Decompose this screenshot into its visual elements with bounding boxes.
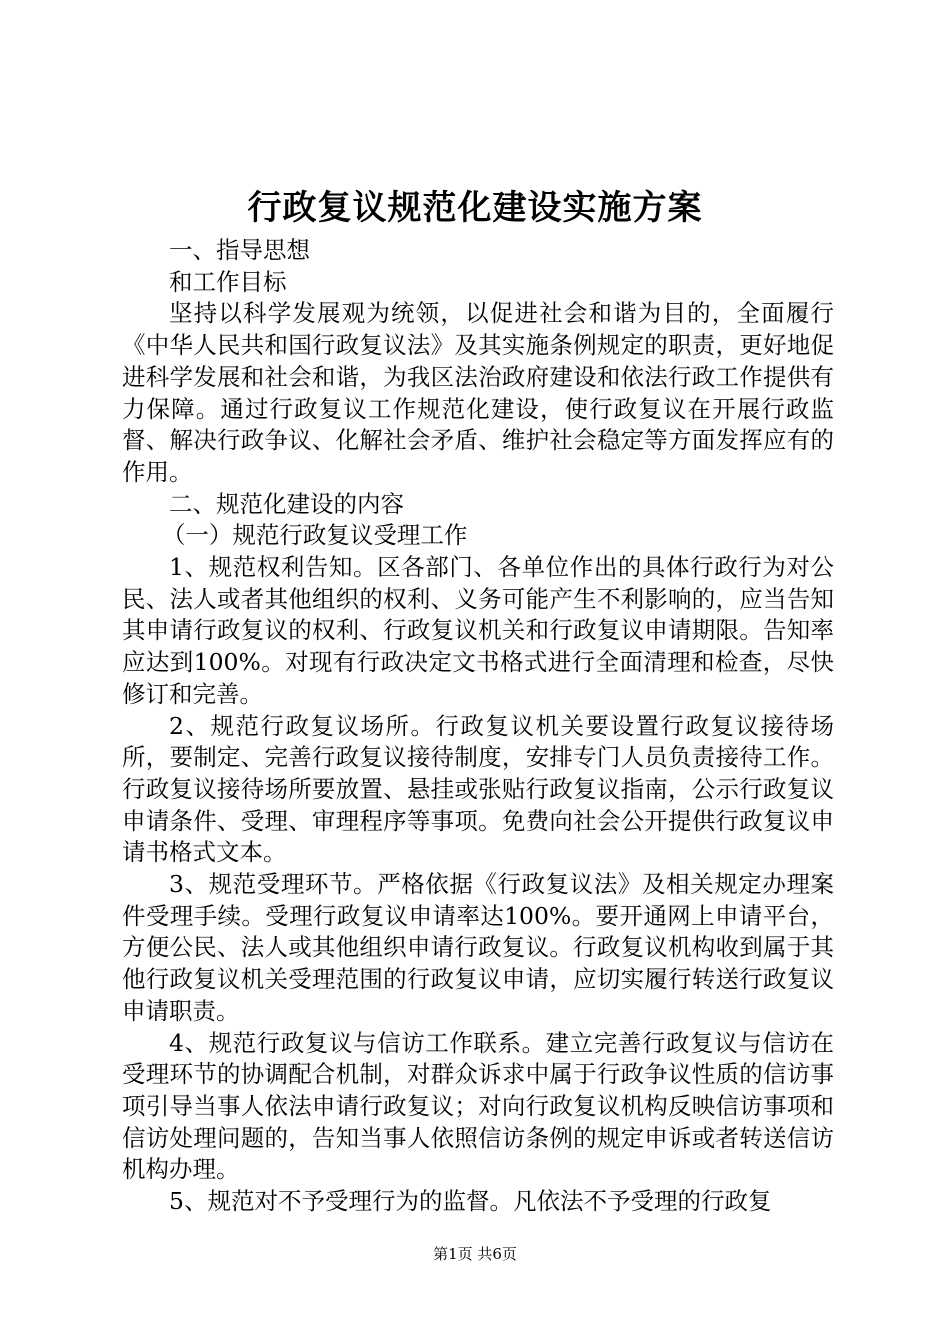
paragraph: 3、规范受理环节。严格依据《行政复议法》及相关规定办理案件受理手续。受理行政复议申请率达100%。要开通网上申请平台，方便公民、法人或其他组织申请行政复议。行政复议机构收到属于其他行政复议机关受理范围的行政复议申请，应切实履行转送行政复议申请职责。	[122, 870, 834, 1025]
paragraph: 5、规范对不予受理行为的监督。凡依法不予受理的行政复	[169, 1187, 772, 1216]
document-body	[122, 235, 834, 1218]
paragraph: 2、规范行政复议场所。行政复议机关要设置行政复议接待场所，要制定、完善行政复议接待制度，安排专门人员负责接待工作。行政复议接待场所要放置、悬挂或张贴行政复议指南，公示行政复议申请条件、受理、审理程序等事项。免费向社会公开提供行政复议申请书格式文本。	[122, 711, 834, 867]
paragraph: 1、规范权利告知。区各部门、各单位作出的具体行政行为对公民、法人或者其他组织的权利、义务可能产生不利影响的，应当告知其申请行政复议的权利、行政复议机关和行政复议申请期限。告知率应达到100%。对现有行政决定文书格式进行全面清理和检查，尽快修订和完善。	[122, 553, 834, 708]
section-heading: 二、规范化建设的内容	[169, 489, 404, 518]
paragraph: 坚持以科学发展观为统领，以促进社会和谐为目的，全面履行《中华人民共和国行政复议法》及其实施条例规定的职责，更好地促进科学发展和社会和谐，为我区法治政府建设和依法行政工作提供有力保障。通过行政复议工作规范化建设，使行政复议在开展行政监督、解决行政争议、化解社会矛盾、维护社会稳定等方面发挥应有的作用。	[122, 299, 834, 486]
subsection-heading: （一）规范行政复议受理工作	[161, 521, 468, 550]
document-title: 行政复议规范化建设实施方案	[247, 188, 703, 228]
paragraph: 4、规范行政复议与信访工作联系。建立完善行政复议与信访在受理环节的协调配合机制，对群众诉求中属于行政争议性质的信访事项引导当事人依法申请行政复议；对向行政复议机构反映信访事项和信访处理问题的，告知当事人依照信访条例的规定申诉或者转送信访机构办理。	[122, 1028, 834, 1184]
page-number: 第1页 共6页	[433, 1245, 517, 1263]
section-heading-continued: 和工作目标	[169, 267, 287, 296]
section-heading: 一、指导思想	[169, 236, 310, 264]
